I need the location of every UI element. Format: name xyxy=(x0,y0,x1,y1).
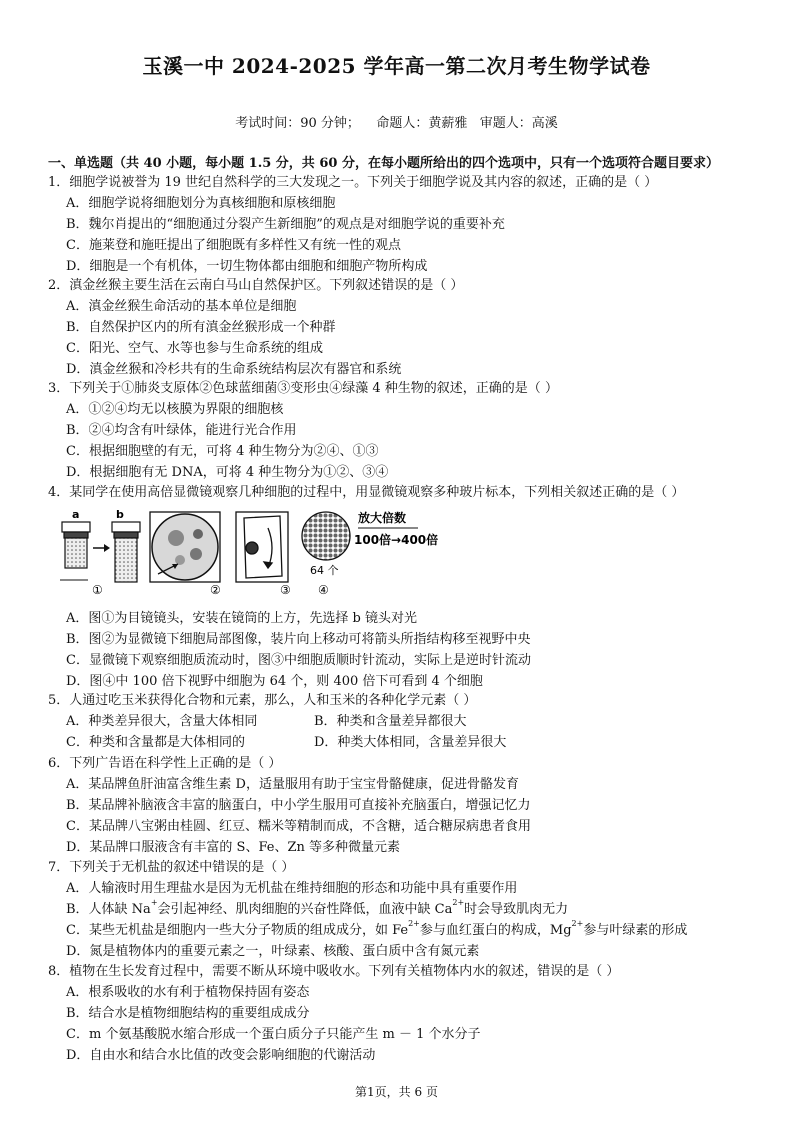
option-c: C．种类和含量都是大体相同的 xyxy=(66,735,245,750)
option-b: B．②④均含有叶绿体，能进行光合作用 xyxy=(66,423,297,438)
question-stem: 8．植物在生长发育过程中，需要不断从环境中吸收水。下列有关植物体内水的叙述，错误的是（ ） xyxy=(48,964,620,979)
option-a: A．人输液时用生理盐水是因为无机盐在维持细胞的形态和功能中具有重要作用 xyxy=(66,881,518,896)
option-b xyxy=(48,899,768,920)
text: 参与叶绿素的形成 xyxy=(583,923,688,938)
superscript: 2+ xyxy=(408,919,420,928)
label-a: a xyxy=(72,508,80,521)
option-a: A．①②④均无以核膜为界限的细胞核 xyxy=(66,402,284,417)
text: 参与血红蛋白的构成，Mg xyxy=(419,923,572,938)
option-a: A．根系吸收的水有利于植物保持固有姿态 xyxy=(66,985,310,1000)
option-a: A．细胞学说将细胞划分为真核细胞和原核细胞 xyxy=(66,196,336,211)
option-b: B．魏尔肖提出的“细胞通过分裂产生新细胞”的观点是对细胞学说的重要补充 xyxy=(66,217,505,232)
exam-title: 玉溪一中 2024-2025 学年高一第二次月考生物学试卷 xyxy=(142,54,651,78)
plant-cell-icon xyxy=(236,512,288,582)
question-1 xyxy=(48,172,768,277)
option-b: B．某品牌补脑液含丰富的脑蛋白，中小学生服用可直接补充脑蛋白，增强记忆力 xyxy=(66,798,531,813)
question-7 xyxy=(48,857,768,962)
lens-b-icon xyxy=(112,522,140,582)
option-a: A．滇金丝猴生命活动的基本单位是细胞 xyxy=(66,299,297,314)
option-c: C．根据细胞壁的有无，可将 4 种生物分为②④、①③ xyxy=(66,444,379,459)
label-b: b xyxy=(116,508,124,521)
question-stem: 5．人通过吃玉米获得化合物和元素，那么，人和玉米的各种化学元素（ ） xyxy=(48,693,477,708)
option-d: D．某品牌口服液含有丰富的 S、Fe、Zn 等多种微量元素 xyxy=(66,840,401,855)
question-4-options xyxy=(48,608,768,692)
option-a: A．图①为目镜镜头，安装在镜筒的上方，先选择 b 镜头对光 xyxy=(66,611,417,626)
question-stem: 6．下列广告语在科学性上正确的是（ ） xyxy=(48,756,282,771)
superscript: 2+ xyxy=(571,919,584,928)
text: B．人体缺 Na xyxy=(66,902,151,917)
text: C．某些无机盐是细胞内一些大分子物质的组成成分，如 Fe xyxy=(66,923,409,938)
question-3 xyxy=(48,378,768,483)
cell-count: 64 个 xyxy=(310,564,339,577)
option-d: D．细胞是一个有机体，一切生物体都由细胞和细胞产物所构成 xyxy=(66,259,428,274)
option-b: B．种类和含量差异都很大 xyxy=(314,714,467,729)
question-8 xyxy=(48,961,768,1066)
option-row xyxy=(48,711,768,732)
panel-number: ① xyxy=(92,583,103,597)
option-d: D．滇金丝猴和冷杉共有的生命系统结构层次有器官和系统 xyxy=(66,362,402,377)
panel-number: ④ xyxy=(318,583,329,597)
option-c xyxy=(48,920,768,941)
option-d: D．根据细胞有无 DNA，可将 4 种生物分为①②、③④ xyxy=(66,465,389,480)
question-stem: 4．某同学在使用高倍显微镜观察几种细胞的过程中，用显微镜观察多种玻片标本，下列相关叙述正确的是（ ） xyxy=(48,485,685,500)
option-b: B．结合水是植物细胞结构的重要组成成分 xyxy=(66,1006,310,1021)
magnification-change: 100倍→400倍 xyxy=(354,533,439,547)
option-a: A．某品牌鱼肝油富含维生素 D，适量服用有助于宝宝骨骼健康，促进骨骼发育 xyxy=(66,777,519,792)
page-footer: 第1页，共 6 页 xyxy=(355,1085,438,1099)
option-c: C．施莱登和施旺提出了细胞既有多样性又有统一性的观点 xyxy=(66,238,401,253)
option-c: C．显微镜下观察细胞质流动时，图③中细胞质顺时针流动，实际上是逆时针流动 xyxy=(66,653,531,668)
text: 时会导致肌肉无力 xyxy=(464,902,569,917)
option-d: D．自由水和结合水比值的改变会影响细胞的代谢活动 xyxy=(66,1048,376,1063)
question-stem: 3．下列关于①肺炎支原体②色球蓝细菌③变形虫④绿藻 4 种生物的叙述，正确的是（ ） xyxy=(48,381,558,396)
question-5 xyxy=(48,690,768,753)
question-stem: 1．细胞学说被誉为 19 世纪自然科学的三大发现之一。下列关于细胞学说及其内容的叙述，正确的是（ ） xyxy=(48,175,658,190)
magnification-title: 放大倍数 xyxy=(358,511,407,525)
option-b: B．图②为显微镜下细胞局部图像，装片向上移动可将箭头所指结构移至视野中央 xyxy=(66,632,531,647)
option-d: D．种类大体相同，含量差异很大 xyxy=(314,735,507,750)
superscript: + xyxy=(150,898,158,907)
option-d: D．氮是植物体内的重要元素之一，叶绿素、核酸、蛋白质中含有氮元素 xyxy=(66,944,480,959)
microscope-figure xyxy=(58,508,478,598)
option-a: A．种类差异很大，含量大体相同 xyxy=(66,714,258,729)
panel-number: ③ xyxy=(280,583,291,597)
option-row xyxy=(48,732,768,753)
lens-a-icon xyxy=(62,522,90,568)
question-stem: 7．下列关于无机盐的叙述中错误的是（ ） xyxy=(48,860,295,875)
panel-number: ② xyxy=(210,583,221,597)
exam-info: 考试时间：90 分钟； 命题人：黄薪雅 审题人：高溪 xyxy=(235,116,558,131)
option-c: C．阳光、空气、水等也参与生命系统的组成 xyxy=(66,341,323,356)
option-b: B．自然保护区内的所有滇金丝猴形成一个种群 xyxy=(66,320,336,335)
question-6 xyxy=(48,753,768,858)
text: 会引起神经、肌肉细胞的兴奋性降低，血液中缺 Ca xyxy=(157,902,453,917)
option-c: C．m 个氨基酸脱水缩合形成一个蛋白质分子只能产生 m － 1 个水分子 xyxy=(66,1027,481,1042)
section-header: 一、单选题（共 40 小题，每小题 1.5 分，共 60 分，在每小题所给出的四个选项中，只有一个选项符合题目要求） xyxy=(48,156,719,171)
question-4 xyxy=(48,482,768,503)
cell-field-icon xyxy=(150,512,220,582)
question-stem: 2．滇金丝猴主要生活在云南白马山自然保护区。下列叙述错误的是（ ） xyxy=(48,278,464,293)
question-2 xyxy=(48,275,768,380)
option-d: D．图④中 100 倍下视野中细胞为 64 个，则 400 倍下可看到 4 个细胞 xyxy=(66,674,483,689)
option-c: C．某品牌八宝粥由桂圆、红豆、糯米等精制而成，不含糖，适合糖尿病患者食用 xyxy=(66,819,531,834)
cell-grid-icon xyxy=(302,512,350,560)
superscript: 2+ xyxy=(452,898,465,907)
